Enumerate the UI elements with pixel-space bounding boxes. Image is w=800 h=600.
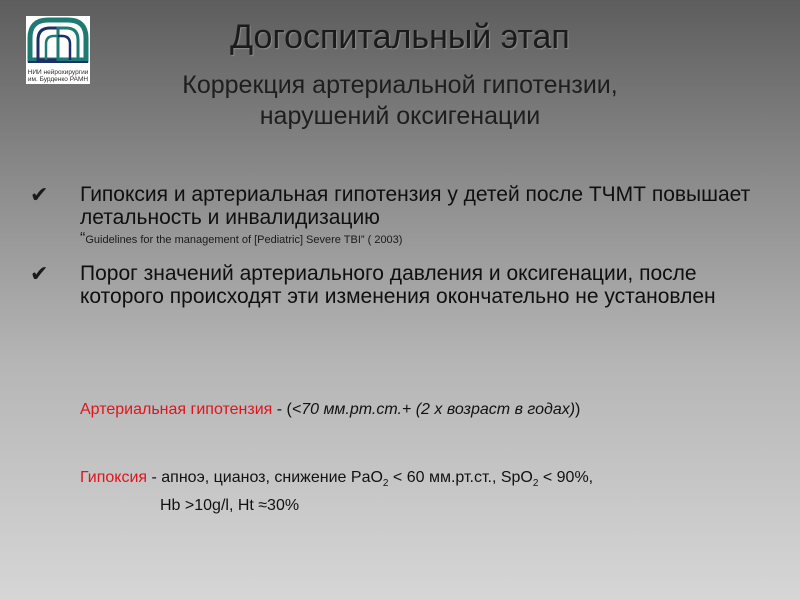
hypoxia-text-part1: - апноэ, цианоз, снижение PaO (147, 469, 383, 486)
hypoxia-term: Гипоксия (80, 469, 148, 486)
slide-title: Догоспитальный этап (230, 18, 570, 56)
bullet-text: Гипоксия и артериальная гипотензия у детей после ТЧМТ повышает летальность и инвалидизацию (80, 183, 751, 229)
reference-quote: “ (80, 230, 86, 247)
hypoxia-sub2: 2 (532, 478, 539, 490)
logo-caption-line2: им. Бурденко РАМН (27, 76, 89, 83)
bullet-reference (80, 229, 780, 250)
slide-subtitle (100, 70, 700, 132)
hypoxia-text-part3: < 90%, (538, 469, 594, 486)
logo-caption-line1: НИИ нейрохирургии (27, 69, 89, 76)
hypotension-definition (80, 401, 780, 419)
subtitle-line1: Коррекция артериальной гипотензии, (182, 71, 618, 99)
hypoxia-line2: Hb >10g/l, Ht ≈30% (160, 497, 300, 515)
hypotension-close: ) (575, 401, 581, 418)
hypoxia-text-part2: < 60 мм.рт.ст., SpO (388, 469, 533, 486)
reference-text: Guidelines for the management of [Pediatric] Severe TBI” ( 2003) (85, 234, 403, 246)
hypotension-term: Артериальная гипотензия (80, 401, 273, 418)
hypotension-dash: - ( (272, 401, 292, 418)
hypotension-value: <70 мм.рт.ст.+ (2 х возраст в годах) (291, 401, 576, 418)
bullet-text: Порог значений артериального давления и оксигенации, после которого происходят эти изменения окончательно не установлен (80, 262, 716, 308)
subtitle-line2: нарушений оксигенации (259, 102, 541, 130)
hypoxia-sub1: 2 (382, 478, 389, 490)
checkmark-icon: ✔ (30, 262, 49, 287)
checkmark-icon: ✔ (30, 183, 49, 208)
hypoxia-definition (80, 467, 780, 517)
